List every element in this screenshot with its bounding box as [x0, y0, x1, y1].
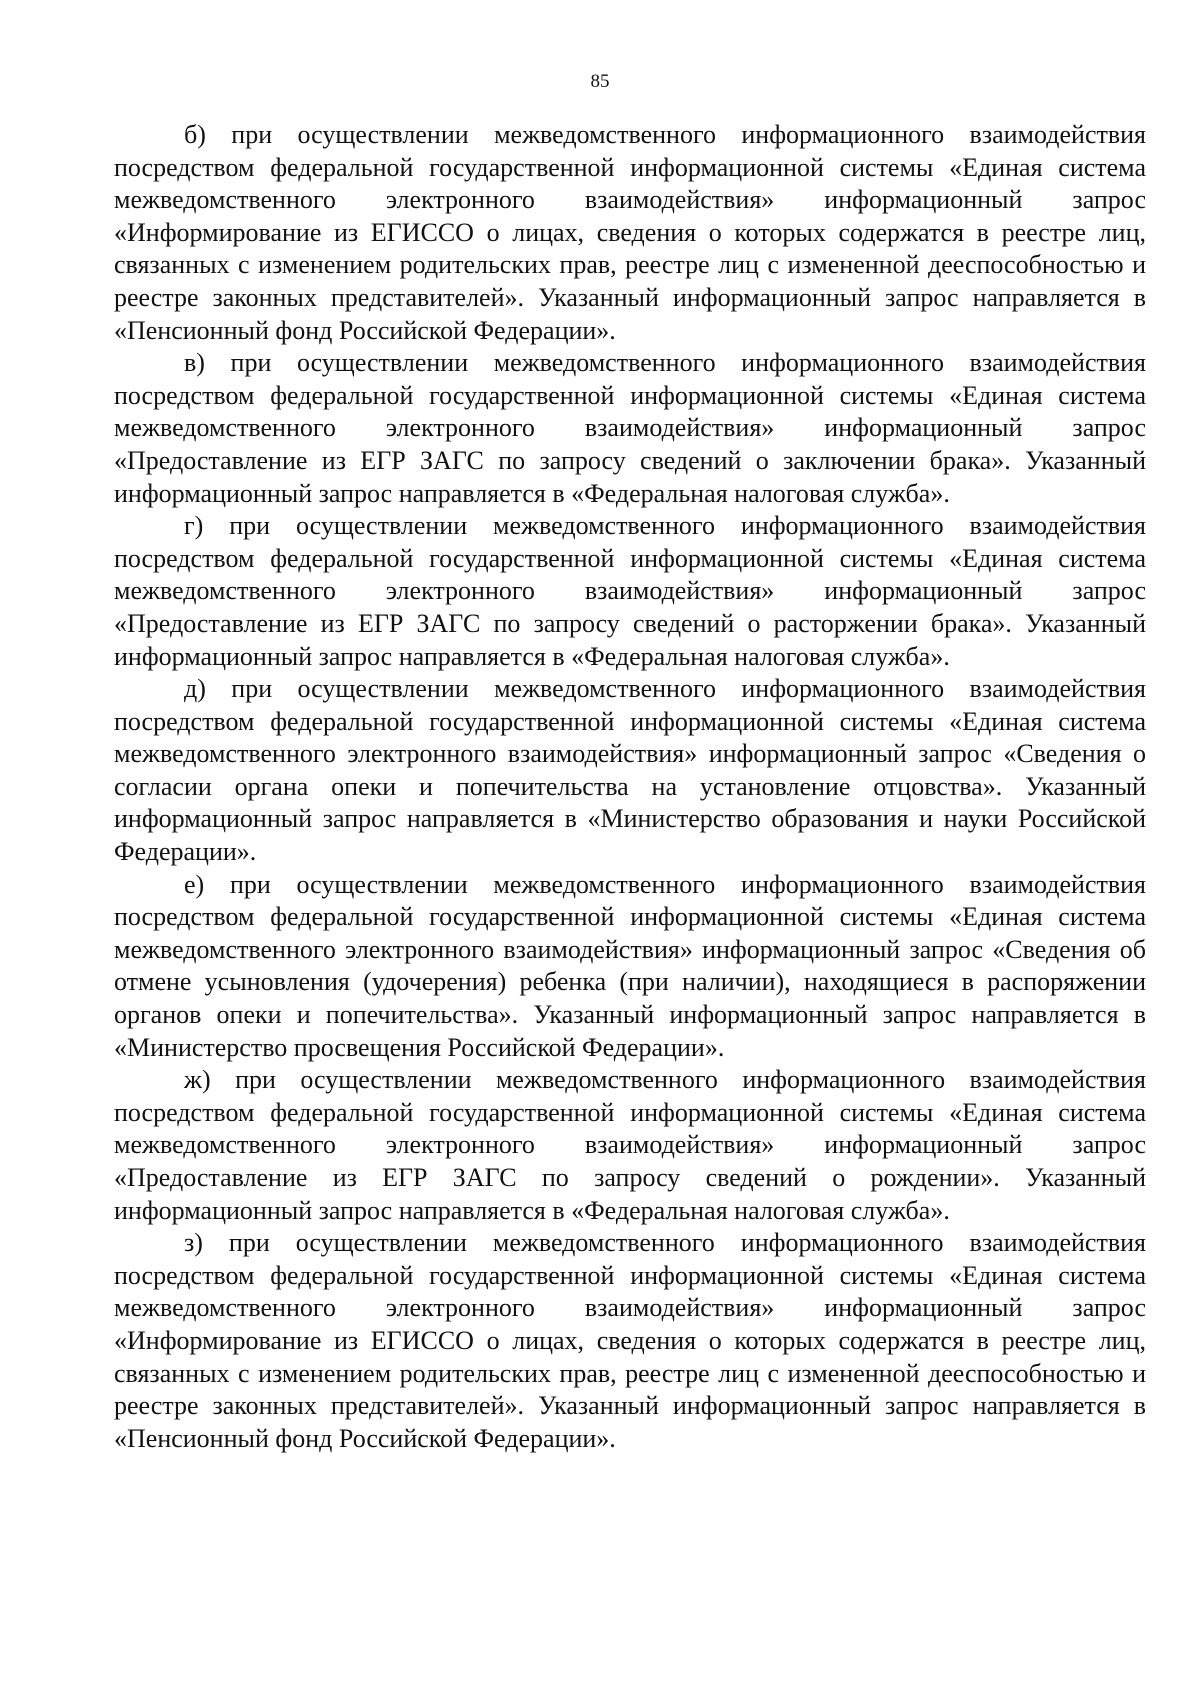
paragraph-d: д) при осуществлении межведомственного информационного взаимодействия посредством федеральной государственной информационной системы «Единая система межведомственного электронного взаимодействия» информационный запрос «Сведения о согласии органа опеки и попечительства на установление отцовства». Указанный информационный запрос направляется в «Министерство образования и науки Российской Федерации».	[114, 674, 1146, 867]
page-number: 85	[590, 71, 610, 92]
paragraph-zh: ж) при осуществлении межведомственного информационного взаимодействия посредством федеральной государственной информационной системы «Единая система межведомственного электронного взаимодействия» информационный запрос «Предоставление из ЕГР ЗАГС по запросу сведений о рождении». Указанный информационный запрос направляется в «Федеральная налоговая служба».	[114, 1065, 1146, 1225]
paragraph-b: б) при осуществлении межведомственного информационного взаимодействия посредством федеральной государственной информационной системы «Единая система межведомственного электронного взаимодействия» информационный запрос «Информирование из ЕГИССО о лицах, сведения о которых содержатся в реестре лиц, связанных с изменением родительских прав, реестре лиц с измененной дееспособностью и реестре законных представителей». Указанный информационный запрос направляется в «Пенсионный фонд Российской Федерации».	[114, 120, 1146, 345]
paragraph-v: в) при осуществлении межведомственного информационного взаимодействия посредством федеральной государственной информационной системы «Единая система межведомственного электронного взаимодействия» информационный запрос «Предоставление из ЕГР ЗАГС по запросу сведений о заключении брака». Указанный информационный запрос направляется в «Федеральная налоговая служба».	[114, 348, 1146, 508]
document-body	[114, 119, 1146, 1455]
paragraph-e: е) при осуществлении межведомственного информационного взаимодействия посредством федеральной государственной информационной системы «Единая система межведомственного электронного взаимодействия» информационный запрос «Сведения об отмене усыновления (удочерения) ребенка (при наличии), находящиеся в распоряжении органов опеки и попечительства». Указанный информационный запрос направляется в «Министерство просвещения Российской Федерации».	[114, 869, 1146, 1062]
paragraph-g: г) при осуществлении межведомственного информационного взаимодействия посредством федеральной государственной информационной системы «Единая система межведомственного электронного взаимодействия» информационный запрос «Предоставление из ЕГР ЗАГС по запросу сведений о расторжении брака». Указанный информационный запрос направляется в «Федеральная налоговая служба».	[114, 511, 1146, 671]
paragraph-z: з) при осуществлении межведомственного информационного взаимодействия посредством федеральной государственной информационной системы «Единая система межведомственного электронного взаимодействия» информационный запрос «Информирование из ЕГИССО о лицах, сведения о которых содержатся в реестре лиц, связанных с изменением родительских прав, реестре лиц с измененной дееспособностью и реестре законных представителей». Указанный информационный запрос направляется в «Пенсионный фонд Российской Федерации».	[114, 1228, 1146, 1453]
